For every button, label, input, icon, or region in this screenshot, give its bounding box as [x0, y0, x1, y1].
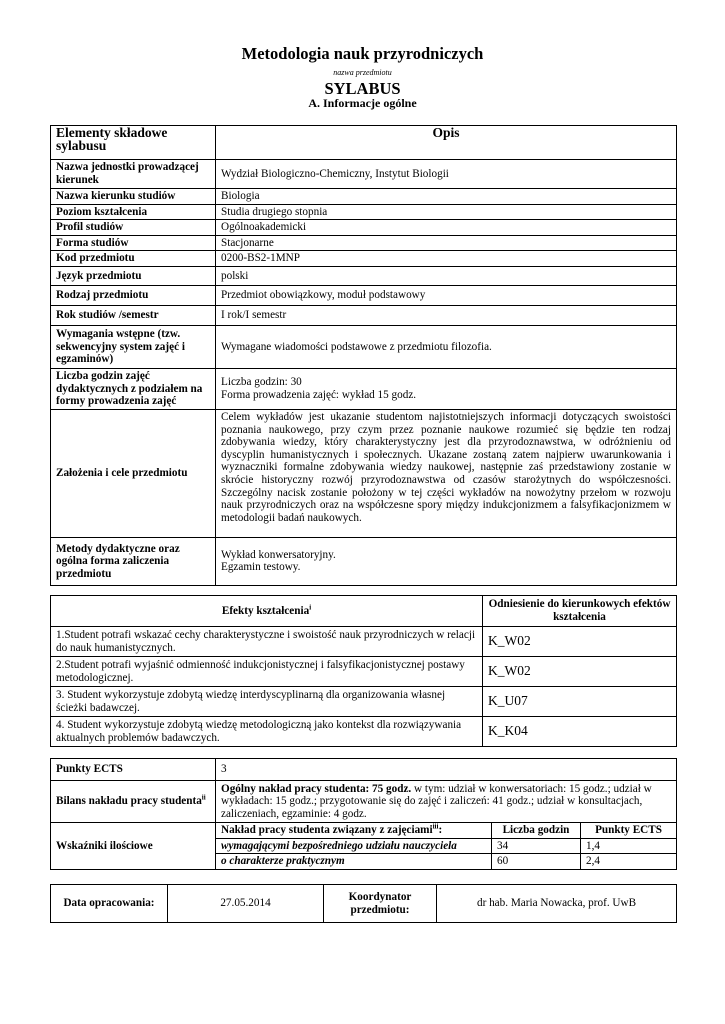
outcome-code: K_K04 — [483, 717, 677, 747]
row-value-language: polski — [216, 266, 677, 285]
row-label-profile: Profil studiów — [51, 220, 216, 236]
footnote-marker-ii: ii — [201, 793, 206, 802]
footnote-marker-i: i — [309, 602, 312, 611]
col-header-elements: Elementy składowe sylabusu — [51, 126, 216, 160]
row-label-level: Poziom kształcenia — [51, 204, 216, 220]
outcome-code: K_W02 — [483, 657, 677, 687]
row-label-hours: Liczba godzin zajęć dydaktycznych z podziałem na formy prowadzenia zajęć — [51, 368, 216, 409]
coordinator-value: dr hab. Maria Nowacka, prof. UwB — [437, 885, 677, 923]
row-value-field: Biologia — [216, 189, 677, 205]
section-heading: A. Informacje ogólne — [308, 96, 417, 110]
row-label-language: Język przedmiotu — [51, 266, 216, 285]
syllabus-info-table — [50, 125, 677, 586]
footnote-marker-iii: iii — [432, 822, 439, 831]
course-title-caption: nazwa przedmiotu — [333, 68, 392, 77]
row-value-form: Stacjonarne — [216, 235, 677, 251]
date-value: 27.05.2014 — [168, 885, 324, 923]
workload-balance-label-text: Bilans nakładu pracy studenta — [56, 795, 202, 808]
row-label-unit: Nazwa jednostki prowadzącej kierunek — [51, 160, 216, 189]
indicators-header-colon: : — [438, 824, 443, 836]
outcomes-col-header — [51, 596, 483, 627]
hours-count: Liczba godzin: 30 — [221, 376, 302, 389]
methods-line-1: Wykład konwersatoryjny. — [221, 548, 336, 561]
indicator-row-label: wymagającymi bezpośredniego udziału nauczyciela — [216, 838, 492, 854]
outcome-text: 3. Student wykorzystuje zdobytą wiedzę interdyscyplinarną dla organizowania własnej ścieżki badawczej. — [51, 687, 483, 717]
indicators-header-text: Nakład pracy studenta związany z zajęciami — [221, 824, 433, 836]
row-value-goals: Celem wykładów jest ukazanie studentom najistotniejszych informacji dotyczących swoistości poznania naukowego, przy czym przez poznanie naukowe rozumieć się będzie ten rodzaj zdobywania wiedzy, który charakterystyczny jest dla przyrodoznawstwa, w odróżnieniu od dyscyplin humanistycznych i społecznych. Ukazane zostaną zatem najpierw uwarunkowania i wyznaczniki formalne zdobywania wiedzy naukowej, następnie zaś przedstawiony zostanie w skrócie historyczny rozwój przyrodoznawstwa od czasów starożytnych do współczesności. Szczególny nacisk zostanie położony w tej części wykładów na nowożytny przełom w rozwoju nauk przyrodniczych oraz na współczesne spory między indukcjonizmem a falsyfikacjonizmem w metodologii badań naukowych. — [216, 409, 677, 537]
outcome-text: 4. Student wykorzystuje zdobytą wiedzę metodologiczną jako kontekst dla rozwiązywania aktualnych problemów badawczych. — [51, 717, 483, 747]
ects-points-value: 3 — [216, 759, 677, 781]
row-value-requirements: Wymagane wiadomości podstawowe z przedmiotu filozofia. — [216, 325, 677, 368]
row-label-methods: Metody dydaktyczne oraz ogólna forma zaliczenia przedmiotu — [51, 537, 216, 585]
indicators-header — [216, 823, 492, 839]
row-label-form: Forma studiów — [51, 235, 216, 251]
course-title: Metodologia nauk przyrodniczych — [241, 44, 484, 63]
outcome-code: K_U07 — [483, 687, 677, 717]
row-value-profile: Ogólnoakademicki — [216, 220, 677, 236]
indicator-row-points: 2,4 — [581, 854, 677, 870]
coordinator-label: Koordynator przedmiotu: — [324, 885, 437, 923]
date-label: Data opracowania: — [51, 885, 168, 923]
row-label-goals: Założenia i cele przedmiotu — [51, 409, 216, 537]
row-label-requirements: Wymagania wstępne (tzw. sekwencyjny system zajęć i egzaminów) — [51, 325, 216, 368]
indicator-row-points: 1,4 — [581, 838, 677, 854]
row-value-methods — [216, 537, 677, 585]
row-label-year: Rok studiów /semestr — [51, 305, 216, 325]
ects-col-header: Punkty ECTS — [581, 823, 677, 839]
outcomes-col-header-text: Efekty kształcenia — [221, 604, 310, 617]
reference-col-header: Odniesienie do kierunkowych efektów kształcenia — [483, 596, 677, 627]
outcome-code: K_W02 — [483, 627, 677, 657]
row-value-year: I rok/I semestr — [216, 305, 677, 325]
indicator-row-label: o charakterze praktycznym — [216, 854, 492, 870]
row-value-level: Studia drugiego stopnia — [216, 204, 677, 220]
methods-line-2: Egzamin testowy. — [221, 561, 301, 574]
row-value-type: Przedmiot obowiązkowy, moduł podstawowy — [216, 285, 677, 305]
workload-breakdown: w tym: udział w konwersatoriach: 15 godz.; udział w wykładach: 15 godz.; przygotowanie się do zajęć i zaliczeń: 41 godz.; udział w konsultacjach, zaliczeniach, egzaminie: 4 godz. — [221, 782, 652, 820]
indicator-row-hours: 60 — [492, 854, 581, 870]
workload-balance-label — [51, 781, 216, 823]
hours-form: Forma prowadzenia zajęć: wykład 15 godz. — [221, 388, 417, 401]
document-heading: SYLABUS — [324, 79, 401, 98]
hours-col-header: Liczba godzin — [492, 823, 581, 839]
workload-balance-value — [216, 781, 677, 823]
col-header-description: Opis — [216, 126, 677, 160]
outcome-text: 1.Student potrafi wskazać cechy charakterystyczne i swoistość nauk przyrodniczych w relacji do nauk humanistycznych. — [51, 627, 483, 657]
row-label-code: Kod przedmiotu — [51, 251, 216, 267]
ects-table — [50, 758, 677, 870]
row-value-hours — [216, 368, 677, 409]
indicators-label: Wskaźniki ilościowe — [51, 823, 216, 870]
learning-outcomes-table — [50, 595, 677, 747]
indicator-row-hours: 34 — [492, 838, 581, 854]
outcome-text: 2.Student potrafi wyjaśnić odmienność indukcjonistycznej i falsyfikacjonistycznej postawy metodologicznej. — [51, 657, 483, 687]
workload-total: Ogólny nakład pracy studenta: 75 godz. — [221, 782, 412, 795]
row-label-type: Rodzaj przedmiotu — [51, 285, 216, 305]
preparation-info-table — [50, 884, 677, 923]
row-value-code: 0200-BS2-1MNP — [216, 251, 677, 267]
ects-points-label: Punkty ECTS — [51, 759, 216, 781]
row-value-unit: Wydział Biologiczno-Chemiczny, Instytut Biologii — [216, 160, 677, 189]
row-label-field: Nazwa kierunku studiów — [51, 189, 216, 205]
